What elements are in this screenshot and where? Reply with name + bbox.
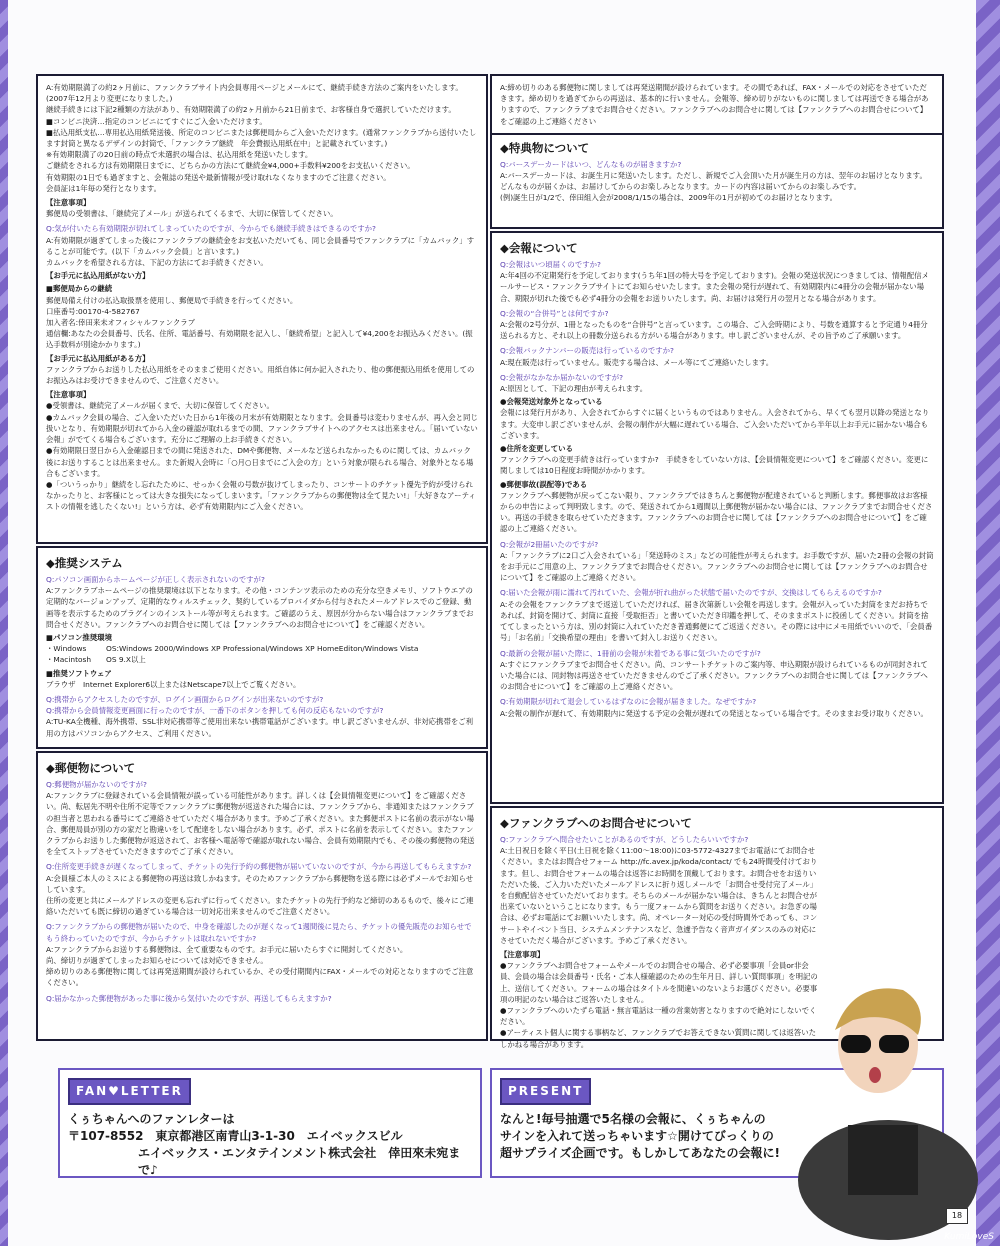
sunglasses-shape (879, 1035, 909, 1053)
subheading: 【お手元に払込用紙がない方】 (46, 271, 150, 281)
answer: ファンクラブへの変更手続きは行っていますか? 手続きをしていない方は、【会員情報変更について】をご確認ください。変更に関しましては10日程度お時間がかかります。 (500, 455, 929, 476)
answer: A:原因として、下記の理由が考えられます。 (500, 384, 648, 394)
paragraph: ■コンビニ決済…指定のコンビニにてすぐにご入金いただけます。 (46, 116, 267, 126)
paragraph: ■払込用紙支払…専用払込用紙発送後、所定のコンビニまたは郵便局からご入金いただけます。(通常ファンクラブから送付いたします封筒と異なるデザインの封筒で、「ファンクラブ継続 年会費振込用紙在中」と記載されています。) (46, 127, 477, 149)
book-shape (848, 1125, 918, 1195)
question: Q:気が付いたら有効期限が切れてしまっていたのですが、今からでも継続手続きはできるのですか? (46, 224, 376, 234)
paragraph: A:ファンクラブホームページの推奨環境は以下となります。その他・コンテンツ表示のための充分な空きメモリ、ソフトウエアの定期的なバージョンアップ、定期的なウィルスチェック、契約しているプロバイダから付与されたメールアドレスでのご登録、動画等を表示するためのプラグインのインストール等が考えられます。ご確認のうえ、原因が分からない場合はファンクラブまでお問合せください。ファンクラブへのお問合せに関しては【ファンクラブへのお問合せについて】をご確認ください。 (46, 586, 474, 629)
question: Q:ファンクラブへ問合せたいことがあるのですが、どうしたらいいですか? (500, 835, 749, 844)
paragraph: 尚、締切りが過ぎてしまったお知らせについては対応できません。 (46, 956, 268, 966)
section-title: ◆特典物について (500, 140, 590, 155)
present-line: なんと!毎号抽選で5名様の会報に、くぅちゃんの (500, 1112, 766, 1126)
answer: A:「ファンクラブに2口ご入会されている」「発送時のミス」などの可能性が考えられます。お手数ですが、届いた2冊の会報の封筒をお手元にご用意の上、ファンクラブまでお問合せください。ファンクラブへのお問合せに関しては【ファンクラブへのお問合せについて】をご確認の上ご連絡ください。 (500, 550, 934, 583)
benefit-box (490, 74, 944, 229)
section-title: ◆会報について (500, 241, 578, 255)
magazine-page (8, 0, 976, 1246)
paragraph: 会員証は1年毎の発行となります。 (46, 183, 161, 193)
paragraph: 住所の変更と共にメールアドレスの変更も忘れずに行ってください。またチケットの先行予約など締切のあるもので、後々にご連絡いただいても既に締切の過ぎている場合は一切対応出来ませんのでご注意ください。 (46, 896, 474, 917)
have-slip-text: ファンクラブからお送りした払込用紙をそのままご使用ください。用紙自体に何か記入されたり、他の郵便振込用紙を使用してのお振込みはお受けできませんので、ご注意ください。 (46, 364, 475, 386)
paragraph: A:有効期限が過ぎてしまった後にファンクラブの継続金をお支払いただいても、同じ会員番号でファンクラブに「カムバック」することが可能です。(以下「カムバック会員」と言います。) (46, 235, 475, 256)
paragraph: 有効期限の1日でも過ぎますと、会報誌の発送や最新情報が受け取れなくなりますのでご注意ください。 (46, 172, 391, 182)
section-title: ◆郵便物について (46, 761, 136, 775)
windows-row (46, 643, 478, 654)
paragraph: 郵便局備え付けの払込取扱票を使用し、郵便局で手続きを行ってください。 (46, 295, 298, 305)
subheading: 【お手元に払込用紙がある方】 (46, 353, 150, 363)
answer: A:ファンクラブに登録されている会員情報が誤っている可能性があります。詳しくは【会員情報変更について】をご確認ください。尚、転居先不明や住所不定等でファンクラブに郵便物が返送された場合には、ファンクラブから、非通知またはファンクラブの担当者と思われる番号にてご連絡させていただく場合があります。予めご了承ください。また郵便ポストに名前の表示がない場合、郵便局員が別の方の家だと勘違いをして配達をしない場合があります。必ず、ポストに名前を表示してください。またファンクラブからお送りした郵便物が返送されて、お客様へ電話等で確認が取れない場合、会員有効期限内でも、その後の郵便物の発送を全てストップさせていただきますのでご了承ください。 (46, 791, 475, 857)
os-label: ・Macintosh (46, 655, 92, 665)
present-badge: PRESENT (500, 1078, 591, 1105)
question: Q:会報はいつ頃届くのですか? (500, 260, 601, 269)
note-list (500, 960, 822, 1050)
answer: A:すぐにファンクラブまでお問合せください。尚、コンサートチケットのご案内等、申込期限が設けられているものが同封されていた場合には、同封物は再送させていただきませんのでご了承ください。ファンクラブへのお問合せに関しては【ファンクラブへのお問合せについて】をご確認の上ご連絡ください。 (500, 659, 928, 692)
answer: A:会報の2号分が、1冊となったものを“合併号”と言っています。この場合、ご入会時期により、号数を通算すると予定通り4冊分送られる方と、それ以上の冊数分送られる方がいる場合があります。申し訳ございませんが、その旨予めご了承願います。 (500, 320, 928, 341)
note-heading: 【注意事項】 (46, 390, 91, 400)
mouth-shape (869, 1067, 881, 1083)
os-label: ・Windows (46, 644, 87, 654)
answer (500, 170, 934, 204)
artist-photo (793, 975, 973, 1205)
subheading: ■パソコン推奨環境 (46, 633, 112, 643)
answer (46, 944, 478, 989)
question: Q:会報の“合併号”とは何ですか? (500, 308, 609, 318)
answer: A:年4回の不定期発行を予定しております(うち年1回の特大号を予定しております)。会報の発送状況につきましては、情報配信メールサービス・ファンクラブサイトにてお知らせいたします。また会報の発行が遅れて、有効期限内に4冊分の会報が届かない場合、期限が切れた後でも必ず4冊分の会報をお送りいたします。尚、お届けは発行月の翌月となる場合があります。 (500, 271, 929, 303)
answer (46, 873, 478, 918)
fan-letter-box (58, 1068, 482, 1178)
note-heading: 【注意事項】 (46, 198, 91, 208)
note-heading: 【注意事項】 (500, 950, 545, 960)
mac-row (46, 654, 478, 665)
answer: A:締め切りのある郵便物に関しましては再発送期間が設けられています。その間であれば、FAX・メールでの対応をさせていただきます。締め切りを過ぎてからの再送は、基本的に行いません。会報等、締め切りがないものに関しましては再送できる場合がありますので、ファンクラブまでお問合せください。ファンクラブへのお問合せに関しては【ファンクラブへのお問合せについて】をご確認の上ご連絡ください (500, 83, 929, 126)
browser-text: ブラウザ Internet Explorer6以上またはNetscape7以上でご覧ください。 (46, 679, 301, 689)
question: Q:携帯からアクセスしたのですが、ログイン画面からログインが出来ないのですが? (46, 695, 324, 705)
answer: 会報には発行月があり、入会されてからすぐに届くというものではありません。入会されてから、早くても翌月以降の発送となります。大変申し訳ございませんが、会報の制作が大幅に遅れている場合、ご入会いただいてから半年以上お手元に届かない場合もございます。 (500, 408, 930, 440)
system-box (36, 546, 488, 749)
present-line: サインを入れて送っちゃいます☆開けてびっくりの (500, 1129, 774, 1143)
mail-box (36, 751, 488, 1041)
subheading: ●会報発送対象外となっている (500, 397, 603, 407)
present-line: 超サプライズ企画です。もしかしてあなたの会報に! (500, 1146, 781, 1160)
sunglasses-shape (841, 1035, 871, 1053)
question: Q:届かなかった郵便物があった事に後から気付いたのですが、再送してもらえますか? (46, 993, 332, 1003)
note-text: 郵便局の受領書は、「継続完了メール」が送られてくるまで、大切に保管してください。 (46, 209, 338, 219)
paragraph: A:有効期限満了の約2ヶ月前に、ファンクラブサイト内会員専用ページとメールにて、継続手続き方法のご案内をいたします。 (46, 83, 463, 92)
paragraph: ※有効期限満了の20日前の時点で未選択の場合は、払込用紙を発送いたします。 (46, 150, 313, 160)
paragraph: (2007年12月より変更になりました。) (46, 94, 173, 104)
answer: A:現在販売は行っていません。販売する場合は、メール等にてご連絡いたします。 (500, 357, 774, 367)
paragraph: ご継続をされる方は有効期限日までに、どちらかの方法にて継続金¥4,000+手数料¥200をお支払いください。 (46, 161, 415, 171)
question: Q:会報が2冊届いたのですが? (500, 539, 599, 549)
fan-letter-address: 〒107-8552 東京都港区南青山3-1-30 エイベックスビル (68, 1129, 403, 1143)
fan-letter-recipient: エイベックス・エンタテインメント株式会社 倖田來未宛まで♪ (138, 1146, 461, 1177)
answer: A:その会報をファンクラブまで返送していただければ、届き次第新しい会報を再送します。会報が入っていた封筒をまだお持ちであれば、封筒を開けて、封筒に直接「受取拒否」と書いていただき印鑑を押して、そのままポストに投函してください。封筒を捨ててしまったという方は、別の封筒に入れていただき普通郵便にてご返送ください。その際には中にメモ用紙でいいので、「会員番号」「お名前」「交換希望の理由」を書いて封入しお送りください。 (500, 599, 933, 643)
note-item: ●ファンクラブへお問合せフォームやメールでのお問合せの場合、必ず必要事項「会員or非会員、会員の場合は会員番号・氏名・ご本人様確認のための生年月日、詳しい質問事項」を明記の上、送信してください。フォームの場合はタイトルを間違いのないようお選びください。必要事項の明記のない場合はご返答いたしません。 (500, 961, 818, 1004)
question: Q:会報バックナンバーの販売は行っているのですか? (500, 346, 674, 356)
note-item: ●受領書は、継続完了メールが届くまで、大切に保管してください。 (46, 401, 274, 411)
paragraph: カムバックを希望される方は、下記の方法にてお手続きください。 (46, 258, 268, 268)
question: Q:バースデーカードはいつ、どんなものが届きますか? (500, 159, 682, 169)
answer: ファンクラブへ郵便物が戻ってこない限り、ファンクラブではきちんと郵便物が配達されていると判断します。郵便事故はお客様からの申告によって判明致します。ので、発送されてから1週間以上郵便物が届かない場合には、ファンクラブまでお問合せください。再送の手続きを取らせていただきます。ファンクラブへのお問合せに関しては【ファンクラブへのお問合せについて】をご確認の上ご連絡ください。 (500, 490, 933, 534)
question: Q:最新の会報が届いた際に、1冊前の会報が未着である事に気づいたのですが? (500, 648, 761, 658)
question: Q:会報がなかなか届かないのですが? (500, 372, 624, 382)
paragraph: 継続手続きには下記2種類の方法があり、有効期限満了の約2ヶ月前から21日前まで、お客様自身で選択していただけます。 (46, 105, 456, 115)
paragraph: 口座番号:00170-4-582767 (46, 306, 140, 316)
paragraph: A:会員様ご本人のミスによる郵便物の再送は致しかねます。そのためファンクラブから郵便物を送る際には必ずメールでお知らせしています。 (46, 873, 474, 894)
credit-watermark: KumiLoveS (944, 1232, 994, 1242)
fan-letter-badge: FAN♥LETTER (68, 1078, 191, 1105)
paragraph: A:ファンクラブからお送りする郵便物は、全て重要なものです。お手元に届いたらすぐに開封してください。 (46, 944, 408, 954)
answer: A:土日祝日を除く平日(土日祝を除く11:00〜18:00)に03-5772-4327までお電話にてお問合せください。またはお問合せフォーム http://fc.avex.jp/koda/contact/ でも24時間受付けております。但し、お問合せフォームの場合は返答にお時間を頂戴しております。お問合せをお送りいただいた後、ご入力いただいたメールアドレスに折り返しメールで「お問合せ受付完了メール」を自動配信させていただいております。そちらのメールが届かない場合は、きちんとお問合せが出来ていないということになります。もう一度フォームから質問をお送りください。お急ぎの場合は、必ずお電話にてお願いいたします。尚、オペレーター対応の受付時間外であっても、コンサートやイベント当日、システムメンテナンスなど、急遽予告なく音声ガイダンスのみの対応にさせていただく場合がございます。予めご了承ください。 (500, 846, 818, 945)
paragraph: A:バースデーカードは、お誕生月に発送いたします。ただし、新規でご入会頂いた月が誕生月の方は、翌年のお届けとなります。どんなものが届くかは、お届けしてからのお楽しみとなります。カードの内容は届いてからのお楽しみです。 (500, 171, 927, 192)
question: Q:届いた会報が雨に濡れて汚れていた、会報が折れ曲がった状態で届いたのですが、交換はしてもらえるのですか? (500, 588, 882, 598)
paragraph: (例)誕生日が1/2で、倖田組入会が2008/1/15の場合は、2009年の1月が初めてのお届けとなります。 (500, 193, 838, 203)
subheading: ●郵便事故(誤配等)である (500, 479, 588, 489)
note-item: ●ファンクラブへのいたずら電話・無言電話は一種の営業妨害となりますので絶対にしないでください。 (500, 1006, 817, 1027)
subheading: ■郵便局からの継続 (46, 284, 113, 294)
answer: A:会報の制作が遅れて、有効期限内に発送する予定の会報が遅れての発送となっている場合です。そのままお受け取りください。 (500, 708, 928, 718)
paragraph: 通信欄:あなたの会員番号、氏名、住所、電話番号、有効期限を記入し、「継続希望」と記入して¥4,200をお振込みください。(振込手数料が別途かかります。) (46, 329, 473, 350)
answer (46, 585, 478, 630)
question: Q:パソコン画面からホームページが正しく表示されないのですが? (46, 575, 265, 584)
subheading: ●住所を変更している (500, 444, 573, 454)
paragraph: 加入者名:倖田来未オフィシャルファンクラブ (46, 318, 196, 328)
section-title: ◆推奨システム (46, 556, 123, 570)
question: Q:郵便物が届かないのですが? (46, 780, 147, 789)
section-title: ◆ファンクラブへのお問合せについて (500, 816, 692, 830)
newsletter-box (490, 231, 944, 804)
renewal-text (46, 82, 478, 194)
question: Q:住所変更手続きが遅くなってしまって、チケットの先行予約の郵便物が届いていないのですが、今から再送してもらえますか? (46, 862, 472, 872)
subheading: ■推奨ソフトウェア (46, 668, 112, 678)
note-item: ●カムバック会員の場合、ご入金いただいた日から1年後の月末が有効期限となります。会員番号は変わりませんが、再入会と同じ扱いとなり、有効期限が切れてから入金の確認が取れるまでの間、ファンクラブサイトへのアクセスは出来ません。「届いていない会報」がでてくる場合もございます。充分にご理解の上お手続きください。 (46, 412, 478, 445)
answer: A:TU-KA全機種、海外携帯、SSL非対応携帯等ご使用出来ない携帯電話がございます。申し訳ございませんが、非対応携帯をご利用の方はパソコンからアクセス、ご利用ください。 (46, 717, 474, 738)
question: Q:携帯から会員情報変更画面に行ったのですが、一番下のボタンを押しても何の反応もないのですが? (46, 706, 384, 716)
note-list (46, 400, 478, 512)
question: Q:ファンクラブからの郵便物が届いたので、中身を確認したのが遅くなって1週間後に見たら、チケットの優先販売のお知らせでもう終わっていたのですが、今からチケットは取れないですか? (46, 922, 472, 943)
question: Q:有効期限が切れて退会しているはずなのに会報が届きました。なぜですか? (500, 697, 757, 707)
note-item: ●アーティスト個人に関する事柄など、ファンクラブでお答えできない質問に関しては返答いたしかねる場合があります。 (500, 1028, 816, 1049)
os-value: OS:Windows 2000/Windows XP Professional/Windows XP HomeEditon/Windows Vista (106, 644, 419, 654)
note-item: ●「ついうっかり」継続をし忘れたために、せっかく会報の号数が抜けてしまったり、コンサートのチケット優先予約が受けられなかったりと、お客様にとっては大きな損失になってしまいます。「ファンクラブからの郵便物は全て見たい!」「大好きなアーティストの情報を逃したくない!」という方は、必ず有効期限内にご入金ください。 (46, 479, 476, 512)
os-value: OS 9.X以上 (106, 655, 146, 665)
page-number: 18 (946, 1208, 968, 1224)
note-item: ●有効期限日翌日から入金確認日までの間に発送された、DMや郵便物、メールなど送られなかったものに関しては、カムバック後にお送りすることは出来ません。また新規入会時に「○月○日までにご入会の方」という対象が限られる場合、対象外となる場合もございます。 (46, 446, 474, 478)
divider (492, 133, 942, 135)
paragraph: 締め切りのある郵便物に関しては再発送期間が設けられているか、その受付期間内にFAX・メールでの対応となりますのでご注意ください。 (46, 967, 474, 988)
fan-letter-line: くぅちゃんへのファンレターは (68, 1112, 235, 1126)
answer (46, 235, 478, 269)
renewal-box (36, 74, 488, 544)
postal-info (46, 295, 478, 351)
